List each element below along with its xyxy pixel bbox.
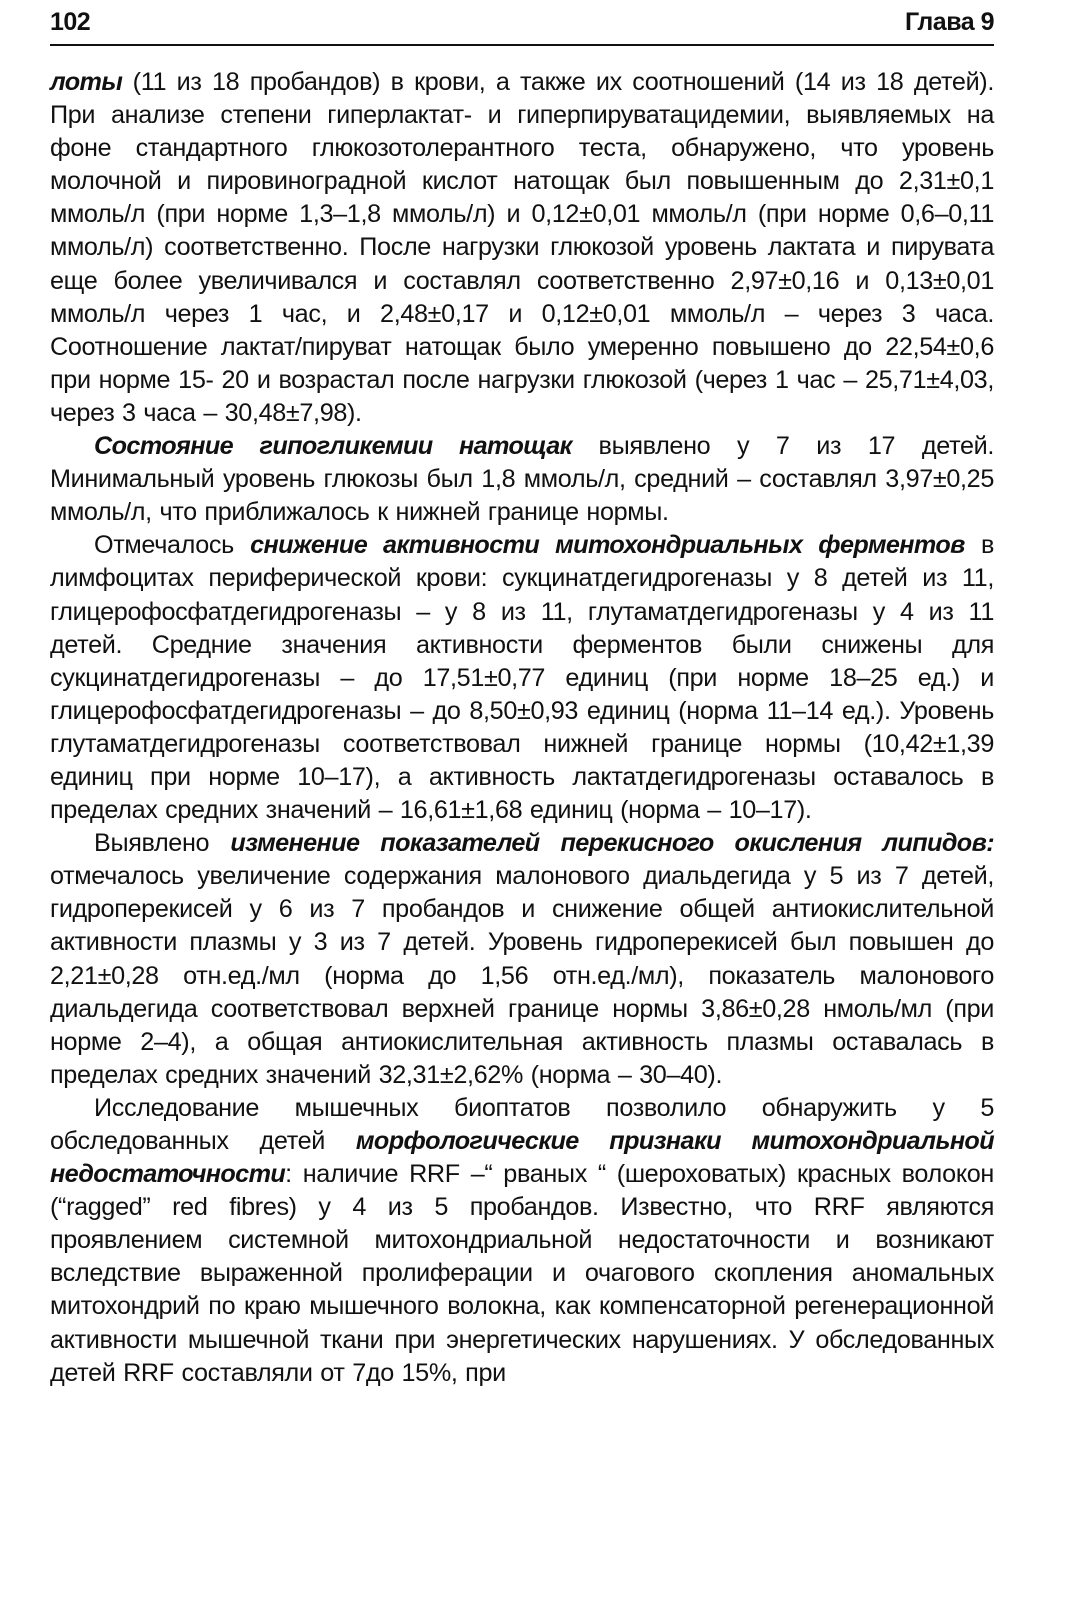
emphasis-text: лоты bbox=[50, 68, 123, 96]
paragraph-text: Отмечалось bbox=[94, 531, 251, 560]
paragraph-text: Выявлено bbox=[94, 829, 231, 858]
paragraph-text: отмечалось увеличение содержания малонового диальдегида у 5 из 7 детей, гидроперекисей у 6 из 7 пробандов и снижение общей антиокислительной активности плазмы у 3 из 7 детей. Уровень гидроперекисей был повышен до 2,21±0,28 отн.ед./мл (норма до 1,56 отн.ед./мл), показатель малонового диальдегида соответствовал верхней границе нормы 3,86±0,28 нмоль/мл (при норме 2–4), а общая антиокислительная активность плазмы оставалась в пределах средних значений 32,31±2,62% (норма – 30–40). bbox=[50, 862, 994, 1089]
paragraph-muscle-biopsy bbox=[50, 1092, 994, 1390]
paragraph-text: Исследование мышечных биоптатов позволило обнаружить у 5 обследованных детей bbox=[50, 1093, 994, 1155]
page-number: 102 bbox=[50, 8, 91, 36]
body-text bbox=[50, 66, 994, 1390]
paragraph-lactate-pyruvate bbox=[50, 66, 994, 430]
paragraph-hypoglycemia bbox=[50, 430, 994, 529]
paragraph-mitochondrial-enzymes bbox=[50, 529, 994, 827]
emphasis-text: Состояние гипогликемии натощак bbox=[94, 432, 572, 461]
page-header bbox=[50, 4, 994, 46]
chapter-running-head: Глава 9 bbox=[904, 8, 994, 36]
paragraph-text: : наличие RRF –“ рваных “ (шероховатых) красных волокон (“ragged” red fibres) у 4 из 5 пробандов. Известно, что RRF являются проявлением системной митохондриальной недостаточности и возникают вследствие выраженной пролиферации и очагового скопления аномальных митохондрий по краю мышечного волокна, как компенсаторной регенерационной активности мышечной ткани при энергетических нарушениях. У обследованных детей RRF составляли от 7до 15%, при bbox=[50, 1160, 994, 1387]
paragraph-text: в лимфоцитах периферической крови: сукцинатдегидрогеназы у 8 детей из 11, глицерофосфатдегидрогеназы – у 8 из 11, глутаматдегидрогеназы у 4 из 11 детей. Средние значения активности ферментов были снижены для сукцинатдегидрогеназы – до 17,51±0,77 единиц (при норме 18–25 ед.) и глицерофосфатдегидрогеназы – до 8,50±0,93 единиц (норма 11–14 ед.). Уровень глутаматдегидрогеназы соответствовал нижней границе нормы (10,42±1,39 единиц при норме 10–17), а активность лактатдегидрогеназы оставалось в пределах средних значений – 16,61±1,68 единиц (норма – 10–17). bbox=[50, 531, 994, 825]
emphasis-text: изменение показателей перекисного окисления липидов: bbox=[230, 829, 994, 858]
paragraph-text: (11 из 18 пробандов) в крови, а также их соотношений (14 из 18 детей). При анализе степени гиперлактат- и гиперпируватацидемии, выявляемых на фоне стандартного глюкозотолерантного теста, обнаружено, что уровень молочной и пировиноградной кислот натощак был повышенным до 2,31±0,1 ммоль/л (при норме 1,3–1,8 ммоль/л) и 0,12±0,01 ммоль/л (при норме 0,6–0,11 ммоль/л) соответственно. После нагрузки глюкозой уровень лактата и пирувата еще более увеличивался и составлял соответственно 2,97±0,16 и 0,13±0,01 ммоль/л через 1 час, и 2,48±0,17 и 0,12±0,01 ммоль/л – через 3 часа. Соотношение лактат/пируват натощак было умеренно повышено до 22,54±0,6 при норме 15- 20 и возрастал после нагрузки глюкозой (через 1 час – 25,71±4,03, через 3 часа – 30,48±7,98). bbox=[50, 68, 994, 427]
paragraph-text: выявлено у 7 из 17 детей. Минимальный уровень глюкозы был 1,8 ммоль/л, средний – составлял 3,97±0,25 ммоль/л, что приближалось к нижней границе нормы. bbox=[50, 432, 994, 527]
emphasis-text: снижение активности митохондриальных ферментов bbox=[250, 531, 965, 560]
paragraph-lipid-peroxidation bbox=[50, 827, 994, 1092]
emphasis-text: морфологические признаки митохондриальной недостаточности bbox=[50, 1127, 995, 1189]
